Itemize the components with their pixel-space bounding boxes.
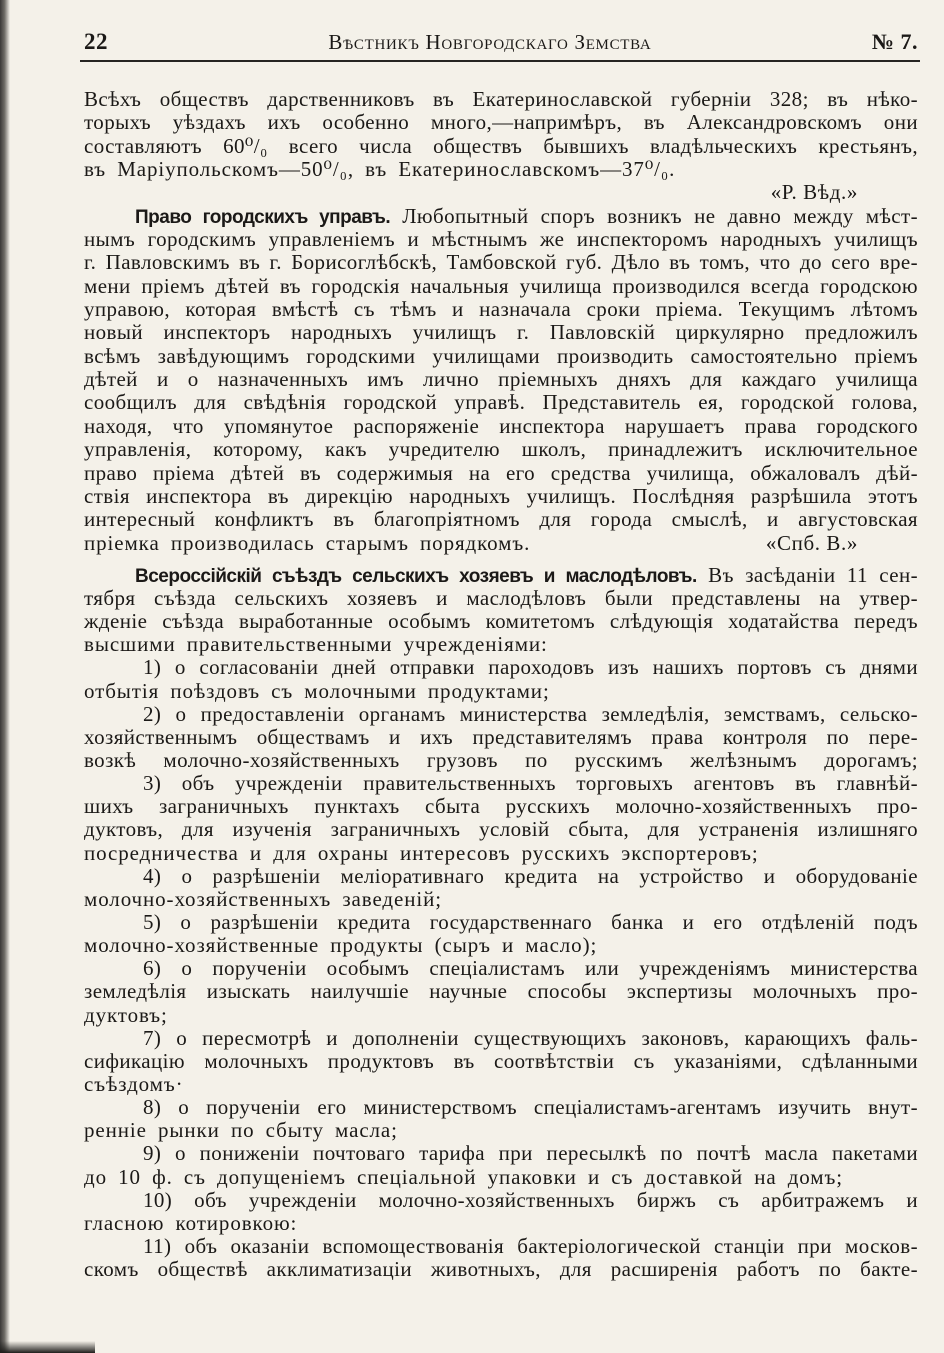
- article-heading: Всероссійскій съѣздъ сельскихъ хозяевъ и маслодѣловъ.: [135, 565, 697, 587]
- petition-item: [84, 1189, 918, 1235]
- text-line: интересный конфликтъ въ благопріятномъ для города смыслѣ, и августовская: [84, 507, 918, 532]
- text-line: мени пріемъ дѣтей въ городскія начальныя училища производился всегда городскою: [84, 273, 918, 298]
- article-heading: Право городскихъ управъ.: [135, 206, 391, 228]
- item-line: возкѣ молочно-хозяйственныхъ грузовъ по русскимъ желѣзнымъ дорогамъ;: [84, 748, 918, 772]
- item-line: молочно-хозяйственныхъ заведеній;: [84, 886, 442, 911]
- text-line: высшими правительственными учрежденіями:: [84, 632, 548, 657]
- item-first-line: 5) о разрѣшеніи кредита государственнаго банка и его отдѣленій подъ: [143, 909, 918, 934]
- item-line: съѣздомъ·: [84, 1071, 184, 1096]
- article-first-line: [84, 564, 918, 587]
- petition-item: [84, 865, 918, 911]
- item-line: шихъ заграничныхъ пунктахъ сбыта русскихъ молочно-хозяйственныхъ про-: [84, 794, 918, 819]
- page-number: 22: [84, 29, 108, 54]
- item-first-line: 9) о пониженіи почтоваго тарифа при пересылкѣ по почтѣ масла пакетами: [143, 1141, 918, 1166]
- text-line: право пріема дѣтей въ содержимыя на его средства училища, обжаловалъ дѣй-: [84, 460, 918, 485]
- item-line: хозяйственнымъ обществамъ и ихъ представителямъ права контроля по пере-: [84, 724, 918, 749]
- text-line: въ Маріупольскомъ—50⁰/₀, въ Екатеринославскомъ—37⁰/₀.: [84, 157, 676, 182]
- item-first-line: 1) о согласованіи дней отправки пароходовъ изъ нашихъ портовъ съ днями: [143, 655, 918, 680]
- issue-number: № 7.: [871, 29, 918, 54]
- item-line: земледѣлія изыскать наилучшіе научные способы экспертизы молочныхъ про-: [84, 979, 918, 1004]
- petition-item: [84, 772, 918, 865]
- text-line: находя, что упомянутое распоряженіе инспектора нарушаетъ права городского: [84, 413, 918, 438]
- item-line: дуктовъ;: [84, 1002, 168, 1027]
- scan-corner-shadow: [0, 1341, 95, 1353]
- item-line: сификацію молочныхъ продуктовъ въ соотвѣтствіи съ указаніями, сдѣланными: [84, 1048, 918, 1073]
- item-first-line: 4) о разрѣшеніи меліоративнаго кредита на устройство и оборудованіе: [143, 863, 918, 888]
- header-rule: [80, 60, 920, 62]
- text-line: сообщилъ для свѣдѣнія городской управѣ. Представитель ея, городской голова,: [84, 390, 918, 415]
- text-line: управою, которая вмѣстѣ съ тѣмъ и назначала сроки пріема. Текущимъ лѣтомъ: [84, 297, 918, 322]
- item-first-line: 10) объ учрежденіи молочно-хозяйственныхъ биржъ съ арбитражемъ и: [143, 1187, 918, 1212]
- source-attribution: «Р. Вѣд.»: [770, 180, 858, 205]
- item-first-line: 3) объ учрежденіи правительственныхъ торговыхъ агентовъ въ главнѣй-: [143, 771, 918, 796]
- petition-item: [84, 957, 918, 1026]
- item-first-line: 6) о порученіи особымъ спеціалистамъ или учрежденіямъ министерства: [143, 956, 918, 981]
- article-continued: [84, 88, 918, 205]
- item-line: ренніе рынки по сбыту масла;: [84, 1118, 398, 1143]
- text-line: тября съѣзда сельскихъ хозяевъ и маслодѣловъ были представлены на утвер-: [84, 586, 918, 611]
- article-congress: [84, 564, 918, 1281]
- petition-item: [84, 656, 918, 702]
- scan-edge-shadow: [0, 0, 10, 1353]
- item-line: молочно-хозяйственные продукты (сыръ и масло);: [84, 933, 598, 958]
- item-first-line: 2) о предоставленіи органамъ министерства земледѣлія, земствамъ, сельско-: [143, 701, 918, 726]
- item-line: отбытія поѣздовъ съ молочными продуктами;: [84, 678, 550, 703]
- petition-item: [84, 1142, 918, 1188]
- text-run: Въ засѣданіи 11 сен-: [708, 562, 919, 587]
- text-line: всѣмъ завѣдующимъ городскими училищами производить самостоятельно пріемъ: [84, 343, 918, 368]
- running-head: [84, 27, 918, 57]
- text-line: жденіе съѣзда выработанные особымъ комитетомъ слѣдующія ходатайства передъ: [84, 609, 918, 634]
- text-run: пріемка производилась старымъ порядкомъ.: [84, 530, 531, 555]
- text-line: дѣтей и о назначенныхъ имъ лично пріемныхъ дняхъ для каждаго училища: [84, 367, 918, 392]
- source-attribution: «Спб. В.»: [765, 530, 858, 555]
- text-run: Любопытный споръ возникъ не давно между мѣст-: [402, 203, 918, 228]
- text-line: торыхъ уѣздахъ ихъ особенно много,—напримѣръ, въ Александровскомъ они: [84, 110, 918, 135]
- text-line: управленія, которому, какъ учредителю школъ, принадлежитъ исключительное: [84, 437, 918, 462]
- petition-item: [84, 911, 918, 957]
- item-line: посредничества и для охраны интересовъ русскихъ экспортеровъ;: [84, 840, 759, 865]
- item-line: гласною котировкою:: [84, 1210, 298, 1235]
- journal-title: Вѣстникъ Новгородскаго Земства: [328, 29, 652, 54]
- article-city-boards: [84, 205, 918, 555]
- petition-item: [84, 1235, 918, 1281]
- text-line: Всѣхъ обществъ дарственниковъ въ Екатеринославской губерніи 328; въ нѣко-: [84, 87, 918, 111]
- petition-item: [84, 703, 918, 772]
- text-line: ствія инспектора въ дирекцію народныхъ училищъ. Послѣдняя разрѣшила этотъ: [84, 483, 918, 508]
- item-first-line: 8) о порученіи его министерствомъ спеціалистамъ-агентамъ изучить внут-: [143, 1095, 918, 1120]
- text-line: составляютъ 60⁰/₀ всего числа обществъ бывшихъ владѣльческихъ крестьянъ,: [84, 133, 918, 158]
- item-first-line: 7) о пересмотрѣ и дополненіи существующихъ законовъ, карающихъ фаль-: [143, 1025, 918, 1050]
- text-line: новый инспекторъ народныхъ училищъ г. Павловскій циркулярно предложилъ: [84, 320, 918, 345]
- article-first-line: [84, 205, 918, 228]
- article-last-line: [84, 532, 918, 555]
- item-line: дуктовъ, для изученія заграничныхъ условій сбыта, для устраненія излишняго: [84, 817, 918, 842]
- text-line: г. Павловскимъ въ г. Борисоглѣбскѣ, Тамбовской губ. Дѣло въ томъ, что до сего вре-: [84, 250, 918, 275]
- petition-item: [84, 1096, 918, 1142]
- page-body: [84, 88, 918, 1281]
- petition-item: [84, 1027, 918, 1096]
- text-line: нымъ городскимъ управленіемъ и мѣстнымъ же инспекторомъ народныхъ училищъ: [84, 227, 918, 252]
- item-line: скомъ обществѣ акклиматизаціи животныхъ, для расширенія работъ по бакте-: [84, 1257, 918, 1282]
- item-line: до 10 ф. съ допущеніемъ спеціальной упаковки и съ доставкой на домъ;: [84, 1164, 843, 1189]
- item-first-line: 11) объ оказаніи вспомоществованія бактеріологической станціи при москов-: [143, 1233, 918, 1258]
